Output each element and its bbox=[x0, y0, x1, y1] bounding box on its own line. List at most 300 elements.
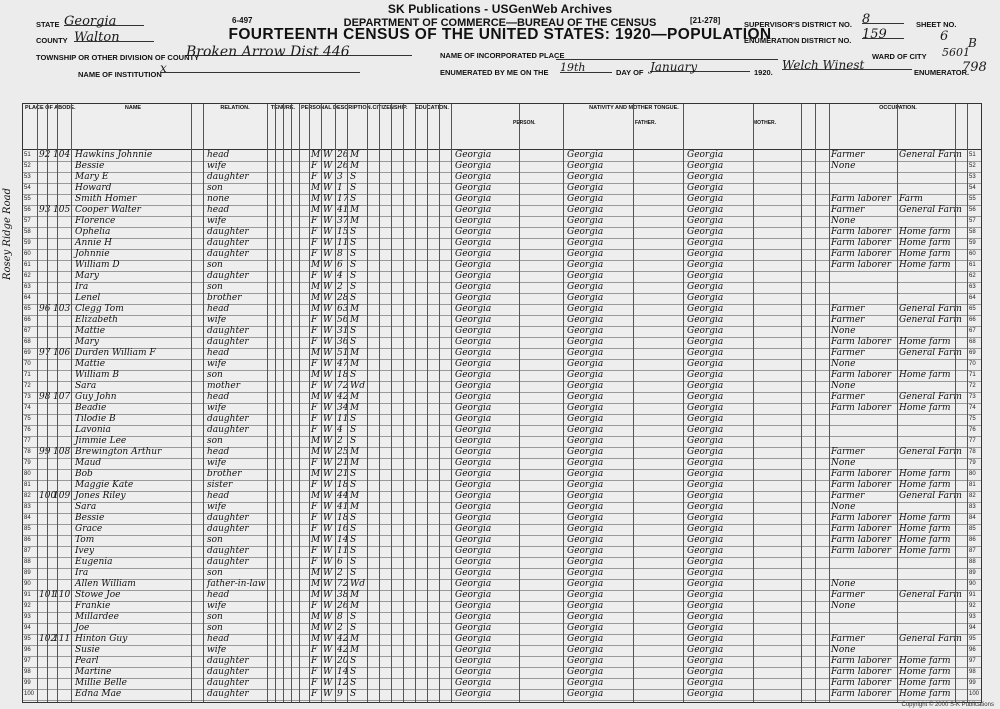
mother-birthplace-cell: Georgia bbox=[687, 623, 724, 633]
marital-cell: M bbox=[350, 205, 360, 215]
relation-cell: son bbox=[207, 260, 223, 270]
occupation-cell: Farm laborer bbox=[831, 469, 892, 479]
marital-cell: S bbox=[350, 238, 357, 248]
person-name: Maggie Kate bbox=[75, 480, 134, 490]
group-tenure: TENURE. bbox=[270, 105, 296, 111]
person-name: Mattie bbox=[75, 326, 106, 336]
relation-cell: sister bbox=[207, 480, 233, 490]
column-divider bbox=[801, 104, 802, 702]
occupation-cell: Farmer bbox=[831, 205, 865, 215]
occupation-cell: Farm laborer bbox=[831, 480, 892, 490]
relation-cell: head bbox=[207, 205, 230, 215]
line-number-right: 94 bbox=[969, 625, 976, 631]
table-row bbox=[23, 436, 981, 447]
line-number: 95 bbox=[24, 636, 31, 642]
birthplace-cell: Georgia bbox=[455, 370, 492, 380]
line-number-right: 57 bbox=[969, 218, 976, 224]
occupation-cell: None bbox=[831, 381, 856, 391]
mother-birthplace-cell: Georgia bbox=[687, 315, 724, 325]
father-birthplace-cell: Georgia bbox=[567, 348, 604, 358]
table-row bbox=[23, 678, 981, 689]
group-abode: PLACE OF ABODE. bbox=[25, 105, 76, 111]
table-row bbox=[23, 282, 981, 293]
column-divider bbox=[753, 104, 754, 702]
occupation-cell: Farmer bbox=[831, 304, 865, 314]
marital-cell: S bbox=[350, 689, 357, 699]
column-divider bbox=[47, 104, 48, 702]
line-number-right: 91 bbox=[969, 592, 976, 598]
father-birthplace-cell: Georgia bbox=[567, 546, 604, 556]
marital-cell: M bbox=[350, 403, 360, 413]
relation-cell: daughter bbox=[207, 172, 249, 182]
father-birthplace-cell: Georgia bbox=[567, 535, 604, 545]
group-name: NAME bbox=[124, 105, 142, 111]
line-number: 68 bbox=[24, 339, 31, 345]
father-birthplace-cell: Georgia bbox=[567, 678, 604, 688]
age-cell: 41 bbox=[337, 502, 349, 512]
relation-cell: son bbox=[207, 370, 223, 380]
mother-birthplace-cell: Georgia bbox=[687, 447, 724, 457]
industry-cell: General Farm bbox=[899, 205, 962, 215]
father-birthplace-cell: Georgia bbox=[567, 447, 604, 457]
marital-cell: S bbox=[350, 227, 357, 237]
birthplace-cell: Georgia bbox=[455, 546, 492, 556]
mother-birthplace-cell: Georgia bbox=[687, 480, 724, 490]
line-number: 76 bbox=[24, 427, 31, 433]
marital-cell: S bbox=[350, 425, 357, 435]
column-divider bbox=[633, 104, 634, 702]
age-cell: 3 bbox=[337, 172, 343, 182]
mother-birthplace-cell: Georgia bbox=[687, 293, 724, 303]
birthplace-cell: Georgia bbox=[455, 337, 492, 347]
table-row bbox=[23, 601, 981, 612]
census-title: FOURTEENTH CENSUS OF THE UNITED STATES: 1920—POPULATION bbox=[228, 26, 772, 43]
mother-birthplace-cell: Georgia bbox=[687, 304, 724, 314]
table-row bbox=[23, 271, 981, 282]
occupation-cell: None bbox=[831, 502, 856, 512]
line-number-right: 77 bbox=[969, 438, 976, 444]
township-value: Broken Arrow Dist 446 bbox=[186, 44, 412, 56]
industry-cell: Home farm bbox=[899, 524, 951, 534]
line-number: 79 bbox=[24, 460, 31, 466]
relation-cell: son bbox=[207, 282, 223, 292]
father-birthplace-cell: Georgia bbox=[567, 436, 604, 446]
father-birthplace-cell: Georgia bbox=[567, 304, 604, 314]
race-cell: W bbox=[323, 634, 333, 644]
family-number: 110 bbox=[53, 590, 71, 600]
line-number-right: 71 bbox=[969, 372, 976, 378]
incorporated-place-label: NAME OF INCORPORATED PLACE bbox=[440, 51, 565, 60]
industry-cell: Home farm bbox=[899, 337, 951, 347]
industry-cell: General Farm bbox=[899, 590, 962, 600]
race-cell: W bbox=[323, 348, 333, 358]
father-birthplace-cell: Georgia bbox=[567, 425, 604, 435]
table-row bbox=[23, 359, 981, 370]
marital-cell: S bbox=[350, 524, 357, 534]
occupation-cell: Farm laborer bbox=[831, 403, 892, 413]
line-number-right: 80 bbox=[969, 471, 976, 477]
table-row bbox=[23, 656, 981, 667]
line-number-right: 62 bbox=[969, 273, 976, 279]
industry-cell: General Farm bbox=[899, 447, 962, 457]
sex-cell: M bbox=[311, 260, 321, 270]
person-name: Annie H bbox=[75, 238, 113, 248]
line-number-right: 73 bbox=[969, 394, 976, 400]
marital-cell: S bbox=[350, 172, 357, 182]
birthplace-cell: Georgia bbox=[455, 425, 492, 435]
race-cell: W bbox=[323, 150, 333, 160]
marital-cell: S bbox=[350, 623, 357, 633]
group-personal: PERSONAL DESCRIPTION. bbox=[301, 105, 373, 111]
father-birthplace-cell: Georgia bbox=[567, 612, 604, 622]
copyright-footer: Copyright © 2000 S-K Publications bbox=[901, 702, 994, 708]
mother-birthplace-cell: Georgia bbox=[687, 392, 724, 402]
father-birthplace-cell: Georgia bbox=[567, 293, 604, 303]
state-label: STATE bbox=[36, 20, 60, 29]
person-name: Mattie bbox=[75, 359, 106, 369]
race-cell: W bbox=[323, 326, 333, 336]
industry-cell: General Farm bbox=[899, 634, 962, 644]
birthplace-cell: Georgia bbox=[455, 227, 492, 237]
relation-cell: mother bbox=[207, 381, 240, 391]
sex-cell: F bbox=[311, 667, 318, 677]
birthplace-cell: Georgia bbox=[455, 304, 492, 314]
father-birthplace-cell: Georgia bbox=[567, 469, 604, 479]
race-cell: W bbox=[323, 161, 333, 171]
relation-cell: daughter bbox=[207, 425, 249, 435]
enumerator-label: ENUMERATOR. bbox=[914, 68, 970, 77]
column-divider bbox=[335, 104, 336, 702]
row-divider bbox=[23, 700, 981, 701]
sex-cell: F bbox=[311, 425, 318, 435]
mother-birthplace-cell: Georgia bbox=[687, 458, 724, 468]
relation-cell: daughter bbox=[207, 238, 249, 248]
industry-cell: Home farm bbox=[899, 656, 951, 666]
line-number: 91 bbox=[24, 592, 31, 598]
race-cell: W bbox=[323, 436, 333, 446]
father-birthplace-cell: Georgia bbox=[567, 414, 604, 424]
group-relation: RELATION. bbox=[220, 105, 250, 111]
table-row bbox=[23, 326, 981, 337]
mother-birthplace-cell: Georgia bbox=[687, 271, 724, 281]
line-number: 78 bbox=[24, 449, 31, 455]
table-row bbox=[23, 194, 981, 205]
relation-cell: son bbox=[207, 183, 223, 193]
line-number-right: 75 bbox=[969, 416, 976, 422]
table-row bbox=[23, 579, 981, 590]
marital-cell: M bbox=[350, 392, 360, 402]
line-number-right: 79 bbox=[969, 460, 976, 466]
column-divider bbox=[563, 104, 564, 702]
relation-cell: head bbox=[207, 150, 230, 160]
column-divider bbox=[299, 104, 300, 702]
father-birthplace-cell: Georgia bbox=[567, 381, 604, 391]
line-number-right: 88 bbox=[969, 559, 976, 565]
person-name: Florence bbox=[75, 216, 116, 226]
line-number: 52 bbox=[24, 163, 31, 169]
person-name: Maud bbox=[75, 458, 102, 468]
table-row bbox=[23, 249, 981, 260]
race-cell: W bbox=[323, 557, 333, 567]
sex-cell: F bbox=[311, 172, 318, 182]
marital-cell: S bbox=[350, 326, 357, 336]
marital-cell: S bbox=[350, 370, 357, 380]
birthplace-cell: Georgia bbox=[455, 590, 492, 600]
column-divider bbox=[203, 104, 204, 702]
line-number: 71 bbox=[24, 372, 31, 378]
age-cell: 2 bbox=[337, 282, 343, 292]
table-row bbox=[23, 205, 981, 216]
line-number: 81 bbox=[24, 482, 31, 488]
mother-birthplace-cell: Georgia bbox=[687, 568, 724, 578]
side-note: Rosey Ridge Road bbox=[2, 188, 13, 280]
birthplace-cell: Georgia bbox=[455, 623, 492, 633]
table-row bbox=[23, 183, 981, 194]
dwelling-number: 102 bbox=[39, 634, 57, 644]
age-cell: 14 bbox=[337, 535, 349, 545]
mother-birthplace-cell: Georgia bbox=[687, 194, 724, 204]
age-cell: 26 bbox=[337, 161, 349, 171]
mother-birthplace-cell: Georgia bbox=[687, 524, 724, 534]
person-name: Cooper Walter bbox=[75, 205, 141, 215]
table-row bbox=[23, 524, 981, 535]
mother-birthplace-cell: Georgia bbox=[687, 381, 724, 391]
mother-birthplace-cell: Georgia bbox=[687, 579, 724, 589]
column-divider bbox=[427, 104, 428, 702]
marital-cell: M bbox=[350, 502, 360, 512]
person-name: Johnnie bbox=[75, 249, 110, 259]
column-divider bbox=[347, 104, 348, 702]
relation-cell: head bbox=[207, 634, 230, 644]
sex-cell: F bbox=[311, 656, 318, 666]
ed-label: ENUMERATION DISTRICT NO. bbox=[744, 36, 852, 45]
mother-birthplace-cell: Georgia bbox=[687, 601, 724, 611]
father-birthplace-cell: Georgia bbox=[567, 513, 604, 523]
birthplace-cell: Georgia bbox=[455, 326, 492, 336]
table-row bbox=[23, 513, 981, 524]
father-birthplace-cell: Georgia bbox=[567, 271, 604, 281]
person-name: Bessie bbox=[75, 513, 105, 523]
race-cell: W bbox=[323, 524, 333, 534]
father-birthplace-cell: Georgia bbox=[567, 601, 604, 611]
family-number: 111 bbox=[53, 634, 71, 644]
line-number-right: 70 bbox=[969, 361, 976, 367]
sex-cell: F bbox=[311, 381, 318, 391]
age-cell: 25 bbox=[337, 447, 349, 457]
sex-cell: M bbox=[311, 469, 321, 479]
dwelling-number: 100 bbox=[39, 491, 57, 501]
marital-cell: M bbox=[350, 447, 360, 457]
father-birthplace-cell: Georgia bbox=[567, 359, 604, 369]
sex-cell: M bbox=[311, 447, 321, 457]
stamp-number: 5601 bbox=[942, 46, 970, 59]
father-birthplace-cell: Georgia bbox=[567, 403, 604, 413]
mother-birthplace-cell: Georgia bbox=[687, 667, 724, 677]
line-number: 97 bbox=[24, 658, 31, 664]
birthplace-cell: Georgia bbox=[455, 293, 492, 303]
age-cell: 6 bbox=[337, 260, 343, 270]
marital-cell: S bbox=[350, 667, 357, 677]
table-row bbox=[23, 150, 981, 161]
birthplace-cell: Georgia bbox=[455, 667, 492, 677]
table-row bbox=[23, 447, 981, 458]
sex-cell: F bbox=[311, 161, 318, 171]
line-number: 54 bbox=[24, 185, 31, 191]
line-number-right: 87 bbox=[969, 548, 976, 554]
industry-cell: Home farm bbox=[899, 480, 951, 490]
marital-cell: M bbox=[350, 359, 360, 369]
birthplace-cell: Georgia bbox=[455, 480, 492, 490]
occupation-cell: Farm laborer bbox=[831, 513, 892, 523]
industry-cell: Home farm bbox=[899, 227, 951, 237]
marital-cell: S bbox=[350, 194, 357, 204]
sex-cell: M bbox=[311, 634, 321, 644]
line-number: 98 bbox=[24, 669, 31, 675]
mother-birthplace-cell: Georgia bbox=[687, 469, 724, 479]
line-number-right: 54 bbox=[969, 185, 976, 191]
industry-cell: Home farm bbox=[899, 678, 951, 688]
supervisor-label: SUPERVISOR'S DISTRICT NO. bbox=[744, 20, 852, 29]
table-row bbox=[23, 348, 981, 359]
column-divider bbox=[367, 104, 368, 702]
birthplace-cell: Georgia bbox=[455, 381, 492, 391]
column-divider bbox=[403, 104, 404, 702]
birthplace-cell: Georgia bbox=[455, 359, 492, 369]
line-number: 92 bbox=[24, 603, 31, 609]
table-row bbox=[23, 414, 981, 425]
relation-cell: daughter bbox=[207, 337, 249, 347]
father-birthplace-cell: Georgia bbox=[567, 194, 604, 204]
mother-birthplace-cell: Georgia bbox=[687, 183, 724, 193]
birthplace-cell: Georgia bbox=[455, 535, 492, 545]
ed-value: 159 bbox=[862, 27, 904, 39]
table-header bbox=[23, 104, 981, 150]
line-number: 57 bbox=[24, 218, 31, 224]
race-cell: W bbox=[323, 667, 333, 677]
race-cell: W bbox=[323, 612, 333, 622]
occupation-cell: Farm laborer bbox=[831, 249, 892, 259]
relation-cell: wife bbox=[207, 645, 227, 655]
father-birthplace-cell: Georgia bbox=[567, 645, 604, 655]
table-row bbox=[23, 502, 981, 513]
occupation-cell: None bbox=[831, 645, 856, 655]
race-cell: W bbox=[323, 293, 333, 303]
sex-cell: M bbox=[311, 370, 321, 380]
mother-birthplace-cell: Georgia bbox=[687, 238, 724, 248]
person-name: Sara bbox=[75, 381, 97, 391]
table-row bbox=[23, 645, 981, 656]
county-label: COUNTY bbox=[36, 36, 68, 45]
relation-cell: none bbox=[207, 194, 230, 204]
race-cell: W bbox=[323, 249, 333, 259]
mother-birthplace-cell: Georgia bbox=[687, 249, 724, 259]
relation-cell: son bbox=[207, 436, 223, 446]
table-row bbox=[23, 535, 981, 546]
line-number: 63 bbox=[24, 284, 31, 290]
race-cell: W bbox=[323, 480, 333, 490]
line-number-right: 83 bbox=[969, 504, 976, 510]
person-name: Bessie bbox=[75, 161, 105, 171]
column-divider bbox=[309, 104, 310, 702]
sex-cell: F bbox=[311, 524, 318, 534]
father-birthplace-cell: Georgia bbox=[567, 183, 604, 193]
industry-cell: Home farm bbox=[899, 469, 951, 479]
mother-birthplace-cell: Georgia bbox=[687, 205, 724, 215]
relation-cell: daughter bbox=[207, 667, 249, 677]
sex-cell: F bbox=[311, 337, 318, 347]
marital-cell: S bbox=[350, 436, 357, 446]
line-number: 87 bbox=[24, 548, 31, 554]
mother-birthplace-cell: Georgia bbox=[687, 513, 724, 523]
birthplace-cell: Georgia bbox=[455, 513, 492, 523]
marital-cell: S bbox=[350, 337, 357, 347]
marital-cell: S bbox=[350, 568, 357, 578]
line-number-right: 69 bbox=[969, 350, 976, 356]
birthplace-cell: Georgia bbox=[455, 458, 492, 468]
relation-cell: daughter bbox=[207, 326, 249, 336]
race-cell: W bbox=[323, 304, 333, 314]
line-number-right: 72 bbox=[969, 383, 976, 389]
age-cell: 34 bbox=[337, 403, 349, 413]
archive-banner: SK Publications - USGenWeb Archives bbox=[387, 2, 613, 16]
industry-cell: Home farm bbox=[899, 238, 951, 248]
race-cell: W bbox=[323, 447, 333, 457]
column-divider bbox=[283, 104, 284, 702]
line-number: 65 bbox=[24, 306, 31, 312]
father-birthplace-cell: Georgia bbox=[567, 623, 604, 633]
occupation-cell: Farm laborer bbox=[831, 689, 892, 699]
mother-birthplace-cell: Georgia bbox=[687, 414, 724, 424]
line-number-right: 74 bbox=[969, 405, 976, 411]
person-name: Smith Homer bbox=[75, 194, 137, 204]
race-cell: W bbox=[323, 579, 333, 589]
line-number: 86 bbox=[24, 537, 31, 543]
marital-cell: S bbox=[350, 678, 357, 688]
age-cell: 2 bbox=[337, 623, 343, 633]
family-number: 105 bbox=[53, 205, 71, 215]
table-row bbox=[23, 568, 981, 579]
table-row bbox=[23, 458, 981, 469]
birthplace-cell: Georgia bbox=[455, 249, 492, 259]
person-name: Elizabeth bbox=[75, 315, 118, 325]
mother-birthplace-cell: Georgia bbox=[687, 645, 724, 655]
marital-cell: Wd bbox=[350, 381, 366, 391]
occupation-cell: Farm laborer bbox=[831, 238, 892, 248]
mother-birthplace-cell: Georgia bbox=[687, 326, 724, 336]
line-number: 59 bbox=[24, 240, 31, 246]
person-name: Ira bbox=[75, 568, 89, 578]
relation-cell: head bbox=[207, 491, 230, 501]
form-code-right: [21-278] bbox=[690, 16, 721, 25]
line-number: 56 bbox=[24, 207, 31, 213]
age-cell: 4 bbox=[337, 271, 343, 281]
line-number: 66 bbox=[24, 317, 31, 323]
sex-cell: F bbox=[311, 601, 318, 611]
sex-cell: F bbox=[311, 689, 318, 699]
birthplace-cell: Georgia bbox=[455, 150, 492, 160]
race-cell: W bbox=[323, 678, 333, 688]
occupation-cell: None bbox=[831, 458, 856, 468]
age-cell: 11 bbox=[337, 546, 349, 556]
subheader-father: FATHER. bbox=[635, 120, 657, 126]
table-row bbox=[23, 392, 981, 403]
column-divider bbox=[519, 104, 520, 702]
line-number: 60 bbox=[24, 251, 31, 257]
line-number: 64 bbox=[24, 295, 31, 301]
relation-cell: daughter bbox=[207, 227, 249, 237]
occupation-cell: None bbox=[831, 216, 856, 226]
occupation-cell: Farm laborer bbox=[831, 260, 892, 270]
